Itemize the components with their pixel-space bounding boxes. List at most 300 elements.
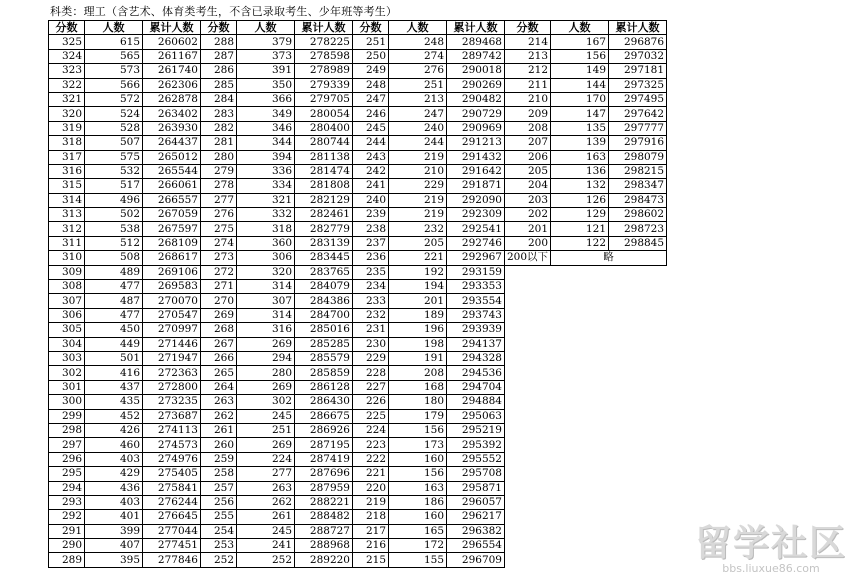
- table-cell: 460: [85, 438, 143, 452]
- table-cell: 136: [551, 164, 609, 178]
- table-cell: 289: [49, 553, 85, 567]
- table-cell: 163: [551, 150, 609, 164]
- table-cell: 524: [85, 107, 143, 121]
- table-cell: [609, 510, 667, 524]
- table-cell: 528: [85, 121, 143, 135]
- table-cell: [551, 553, 609, 567]
- table-cell: 232: [389, 222, 447, 236]
- table-cell: 316: [49, 164, 85, 178]
- table-cell: 266061: [143, 179, 201, 193]
- table-cell: 285: [201, 78, 237, 92]
- table-cell: 240: [389, 121, 447, 135]
- table-cell: 437: [85, 380, 143, 394]
- table-cell: 269: [237, 380, 295, 394]
- table-cell: 426: [85, 423, 143, 437]
- table-cell: [551, 366, 609, 380]
- table-cell: 297495: [609, 92, 667, 106]
- table-cell: 271947: [143, 351, 201, 365]
- table-cell: 290018: [447, 64, 505, 78]
- table-cell: 395: [85, 553, 143, 567]
- table-cell: 122: [551, 236, 609, 250]
- table-cell: 501: [85, 351, 143, 365]
- table-cell: 325: [49, 35, 85, 49]
- table-cell: 280400: [295, 121, 353, 135]
- table-cell: 538: [85, 222, 143, 236]
- table-cell: 247: [353, 92, 389, 106]
- table-cell: 282: [201, 121, 237, 135]
- table-cell: 297777: [609, 121, 667, 135]
- table-row: [49, 251, 667, 265]
- table-cell: 165: [389, 524, 447, 538]
- table-cell: 320: [49, 107, 85, 121]
- table-cell: 295063: [447, 409, 505, 423]
- table-cell: 236: [353, 251, 389, 265]
- table-cell: 298215: [609, 164, 667, 178]
- table-cell: 139: [551, 136, 609, 150]
- table-cell: 126: [551, 193, 609, 207]
- table-cell: 293743: [447, 308, 505, 322]
- table-cell: 288: [201, 35, 237, 49]
- table-cell: 297642: [609, 107, 667, 121]
- table-cell: 294: [49, 481, 85, 495]
- table-cell: 296876: [609, 35, 667, 49]
- table-cell: 292541: [447, 222, 505, 236]
- table-cell: 532: [85, 164, 143, 178]
- table-cell: 223: [353, 438, 389, 452]
- table-cell: 316: [237, 323, 295, 337]
- table-subtitle: 科类：理工（含艺术、体育类考生，不含已录取考生、少年班等考生）: [50, 5, 398, 18]
- table-cell: 565: [85, 49, 143, 63]
- table-cell: 401: [85, 510, 143, 524]
- table-cell: 219: [389, 208, 447, 222]
- table-cell: [505, 510, 551, 524]
- table-cell: 264437: [143, 136, 201, 150]
- table-row: [49, 323, 667, 337]
- table-cell: [505, 366, 551, 380]
- table-cell: 248: [389, 35, 447, 49]
- table-row: [49, 553, 667, 567]
- table-cell: 121: [551, 222, 609, 236]
- table-cell: [609, 308, 667, 322]
- table-cell: 391: [237, 64, 295, 78]
- table-cell: 394: [237, 150, 295, 164]
- table-row: [49, 35, 667, 49]
- table-cell: 292967: [447, 251, 505, 265]
- table-cell: 290269: [447, 78, 505, 92]
- table-cell: 517: [85, 179, 143, 193]
- table-cell: 269: [237, 438, 295, 452]
- table-cell: 246: [353, 107, 389, 121]
- table-cell: [609, 409, 667, 423]
- table-cell: 296217: [447, 510, 505, 524]
- table-cell: 269583: [143, 280, 201, 294]
- table-cell: [505, 495, 551, 509]
- table-cell: [551, 395, 609, 409]
- table-cell: 251: [237, 423, 295, 437]
- table-cell: 285016: [295, 323, 353, 337]
- table-cell: 129: [551, 208, 609, 222]
- table-cell: [505, 265, 551, 279]
- table-cell: 278989: [295, 64, 353, 78]
- table-cell: 207: [505, 136, 551, 150]
- table-cell: 262: [201, 409, 237, 423]
- table-cell: 311: [49, 236, 85, 250]
- table-cell: 287959: [295, 481, 353, 495]
- table-cell: 231: [353, 323, 389, 337]
- table-cell: 243: [353, 150, 389, 164]
- table-cell: 283445: [295, 251, 353, 265]
- table-cell: 263930: [143, 121, 201, 135]
- table-cell: [551, 323, 609, 337]
- table-cell: 220: [353, 481, 389, 495]
- table-cell: 156: [551, 49, 609, 63]
- table-cell: 303: [49, 351, 85, 365]
- table-cell: 255: [201, 510, 237, 524]
- table-cell: 295: [49, 467, 85, 481]
- table-cell: 290: [49, 539, 85, 553]
- table-cell: 306: [49, 308, 85, 322]
- table-cell: 235: [353, 265, 389, 279]
- table-cell: 279705: [295, 92, 353, 106]
- table-cell: 254: [201, 524, 237, 538]
- table-row: [49, 481, 667, 495]
- table-cell: 403: [85, 495, 143, 509]
- table-cell: 160: [389, 510, 447, 524]
- table-cell: 248: [353, 78, 389, 92]
- table-row: [49, 164, 667, 178]
- table-cell: 293554: [447, 294, 505, 308]
- table-cell: 449: [85, 337, 143, 351]
- table-cell: 296709: [447, 553, 505, 567]
- table-cell: 373: [237, 49, 295, 63]
- table-cell: 250: [353, 49, 389, 63]
- table-cell: 350: [237, 78, 295, 92]
- table-cell: 291642: [447, 164, 505, 178]
- table-cell: 615: [85, 35, 143, 49]
- table-cell: 321: [237, 193, 295, 207]
- table-cell: 267597: [143, 222, 201, 236]
- table-cell: 273: [201, 251, 237, 265]
- table-cell: [505, 467, 551, 481]
- table-cell: [609, 553, 667, 567]
- table-cell: 314: [49, 193, 85, 207]
- table-cell: 170: [551, 92, 609, 106]
- table-cell: 288482: [295, 510, 353, 524]
- table-cell: 275: [201, 222, 237, 236]
- table-cell: 332: [237, 208, 295, 222]
- table-cell: 324: [49, 49, 85, 63]
- table-cell: 287696: [295, 467, 353, 481]
- table-cell: 290482: [447, 92, 505, 106]
- table-cell: 298347: [609, 179, 667, 193]
- table-cell: 298: [49, 423, 85, 437]
- table-cell: 282779: [295, 222, 353, 236]
- watermark-url: bbs.liuxue86.com: [722, 562, 820, 575]
- table-cell: 287195: [295, 438, 353, 452]
- table-cell: 309: [49, 265, 85, 279]
- table-cell: 346: [237, 121, 295, 135]
- table-cell: [609, 539, 667, 553]
- table-cell: 286: [201, 64, 237, 78]
- table-cell: 172: [389, 539, 447, 553]
- table-cell: 507: [85, 136, 143, 150]
- table-cell: 502: [85, 208, 143, 222]
- table-cell: 264: [201, 380, 237, 394]
- table-cell: 566: [85, 78, 143, 92]
- table-cell: 284: [201, 92, 237, 106]
- table-cell: 251: [389, 78, 447, 92]
- table-row: [49, 49, 667, 63]
- table-cell: 228: [353, 366, 389, 380]
- table-cell: [609, 495, 667, 509]
- header-row: [49, 21, 667, 35]
- table-cell: 242: [353, 164, 389, 178]
- table-cell: 313: [49, 208, 85, 222]
- table-cell: 135: [551, 121, 609, 135]
- table-cell: 245: [237, 524, 295, 538]
- table-cell: 275841: [143, 481, 201, 495]
- table-cell: 201: [389, 294, 447, 308]
- table-cell: 261: [201, 423, 237, 437]
- table-row: [49, 107, 667, 121]
- table-cell: 271446: [143, 337, 201, 351]
- table-cell: 308: [49, 280, 85, 294]
- table-cell: 274113: [143, 423, 201, 437]
- table-cell: [551, 481, 609, 495]
- table-cell: 296: [49, 452, 85, 466]
- table-cell: [505, 524, 551, 538]
- table-cell: 221: [389, 251, 447, 265]
- table-cell: 296057: [447, 495, 505, 509]
- table-cell: 281: [201, 136, 237, 150]
- table-row: [49, 150, 667, 164]
- table-cell: [505, 280, 551, 294]
- table-cell: 265544: [143, 164, 201, 178]
- table-cell: 179: [389, 409, 447, 423]
- table-cell: 294328: [447, 351, 505, 365]
- table-cell: 173: [389, 438, 447, 452]
- table-cell: 292746: [447, 236, 505, 250]
- table-cell: 286128: [295, 380, 353, 394]
- table-cell: 288221: [295, 495, 353, 509]
- table-cell: 271: [201, 280, 237, 294]
- table-cell: [609, 467, 667, 481]
- table-cell: [505, 380, 551, 394]
- table-cell: 349: [237, 107, 295, 121]
- table-cell: 307: [237, 294, 295, 308]
- table-cell: [551, 510, 609, 524]
- table-cell: 225: [353, 409, 389, 423]
- table-row: [49, 222, 667, 236]
- table-cell: 270: [201, 294, 237, 308]
- table-cell: 210: [389, 164, 447, 178]
- table-cell: 292: [49, 510, 85, 524]
- table-cell: 194: [389, 280, 447, 294]
- table-cell: 274573: [143, 438, 201, 452]
- table-row: [49, 308, 667, 322]
- table-cell: 290729: [447, 107, 505, 121]
- table-cell: [609, 366, 667, 380]
- table-cell: [609, 265, 667, 279]
- table-cell: 272800: [143, 380, 201, 394]
- table-cell: [609, 452, 667, 466]
- table-cell: 201: [505, 222, 551, 236]
- table-cell: [551, 380, 609, 394]
- table-cell: 315: [49, 179, 85, 193]
- table-cell: 416: [85, 366, 143, 380]
- table-cell: 487: [85, 294, 143, 308]
- table-cell: 572: [85, 92, 143, 106]
- table-cell: 229: [389, 179, 447, 193]
- table-cell: 276645: [143, 510, 201, 524]
- table-cell: 304: [49, 337, 85, 351]
- table-cell: [551, 308, 609, 322]
- table-cell: 334: [237, 179, 295, 193]
- table-cell: 285579: [295, 351, 353, 365]
- table-cell: 278: [201, 179, 237, 193]
- table-cell: 273235: [143, 395, 201, 409]
- table-cell: 268617: [143, 251, 201, 265]
- table-row: [49, 366, 667, 380]
- table-cell: 224: [353, 423, 389, 437]
- table-cell: 296554: [447, 539, 505, 553]
- table-cell: 196: [389, 323, 447, 337]
- table-cell: 270070: [143, 294, 201, 308]
- table-cell: 203: [505, 193, 551, 207]
- table-cell: 284079: [295, 280, 353, 294]
- table-cell: 277: [237, 467, 295, 481]
- table-cell: 299: [49, 409, 85, 423]
- table-cell: 266557: [143, 193, 201, 207]
- table-cell: 269: [237, 337, 295, 351]
- table-cell: 219: [389, 193, 447, 207]
- table-row: [49, 236, 667, 250]
- table-cell: 277044: [143, 524, 201, 538]
- table-cell: [551, 524, 609, 538]
- table-cell: 291871: [447, 179, 505, 193]
- table-cell: 300: [49, 395, 85, 409]
- table-cell: 147: [551, 107, 609, 121]
- table-cell: [505, 395, 551, 409]
- table-cell: [551, 452, 609, 466]
- table-cell: 435: [85, 395, 143, 409]
- table-cell: 286926: [295, 423, 353, 437]
- table-cell: 249: [353, 64, 389, 78]
- table-cell: 261167: [143, 49, 201, 63]
- table-cell: 284700: [295, 308, 353, 322]
- table-cell: 267: [201, 337, 237, 351]
- table-row: [49, 452, 667, 466]
- table-cell: 261: [237, 510, 295, 524]
- table-cell: 280: [237, 366, 295, 380]
- table-cell: 253: [201, 539, 237, 553]
- table-cell: 407: [85, 539, 143, 553]
- table-cell: 180: [389, 395, 447, 409]
- column-header: 人数: [85, 21, 143, 35]
- table-cell: 291432: [447, 150, 505, 164]
- table-cell: 278225: [295, 35, 353, 49]
- table-cell: 293: [49, 495, 85, 509]
- table-cell: 298845: [609, 236, 667, 250]
- table-cell: 213: [389, 92, 447, 106]
- table-cell: 295219: [447, 423, 505, 437]
- table-cell: 336: [237, 164, 295, 178]
- table-cell: 269106: [143, 265, 201, 279]
- table-row: [49, 495, 667, 509]
- table-cell: 200以下: [505, 251, 551, 265]
- column-header: 累计人数: [295, 21, 353, 35]
- table-cell: 290969: [447, 121, 505, 135]
- table-cell: 323: [49, 64, 85, 78]
- table-cell: 156: [389, 467, 447, 481]
- table-cell: [609, 337, 667, 351]
- table-cell: 281808: [295, 179, 353, 193]
- table-row: [49, 265, 667, 279]
- column-header: 累计人数: [609, 21, 667, 35]
- table-cell: 279339: [295, 78, 353, 92]
- table-cell: 261740: [143, 64, 201, 78]
- table-cell: 167: [551, 35, 609, 49]
- table-cell: [551, 539, 609, 553]
- table-cell: 202: [505, 208, 551, 222]
- table-cell: 293939: [447, 323, 505, 337]
- table-cell: 295392: [447, 438, 505, 452]
- table-cell: 283765: [295, 265, 353, 279]
- table-cell: [609, 323, 667, 337]
- table-cell: [505, 294, 551, 308]
- table-cell: 219: [389, 150, 447, 164]
- table-cell: 321: [49, 92, 85, 106]
- table-cell: 344: [237, 136, 295, 150]
- table-cell: 206: [505, 150, 551, 164]
- table-cell: 260: [201, 438, 237, 452]
- table-cell: 289220: [295, 553, 353, 567]
- table-cell: 259: [201, 452, 237, 466]
- table-cell: [609, 280, 667, 294]
- table-cell: 403: [85, 452, 143, 466]
- table-cell: [505, 409, 551, 423]
- table-cell: 280: [201, 150, 237, 164]
- table-row: [49, 337, 667, 351]
- table-cell: 306: [237, 251, 295, 265]
- table-cell: 240: [353, 193, 389, 207]
- table-cell: 301: [49, 380, 85, 394]
- column-header: 人数: [551, 21, 609, 35]
- table-cell: [551, 438, 609, 452]
- table-row: [49, 467, 667, 481]
- table-cell: 266: [201, 351, 237, 365]
- table-cell: 252: [237, 553, 295, 567]
- table-cell: 280744: [295, 136, 353, 150]
- table-cell: 489: [85, 265, 143, 279]
- table-cell: 132: [551, 179, 609, 193]
- table-cell: 234: [353, 280, 389, 294]
- table-cell: 320: [237, 265, 295, 279]
- table-cell: 298723: [609, 222, 667, 236]
- table-cell: 279: [201, 164, 237, 178]
- column-header: 分数: [505, 21, 551, 35]
- table-cell: 291213: [447, 136, 505, 150]
- table-cell: [505, 308, 551, 322]
- table-cell: 244: [389, 136, 447, 150]
- table-cell: [505, 438, 551, 452]
- table-row: [49, 438, 667, 452]
- table-cell: [551, 351, 609, 365]
- table-cell: 297032: [609, 49, 667, 63]
- table-row: [49, 92, 667, 106]
- table-cell: 211: [505, 78, 551, 92]
- table-cell: [551, 423, 609, 437]
